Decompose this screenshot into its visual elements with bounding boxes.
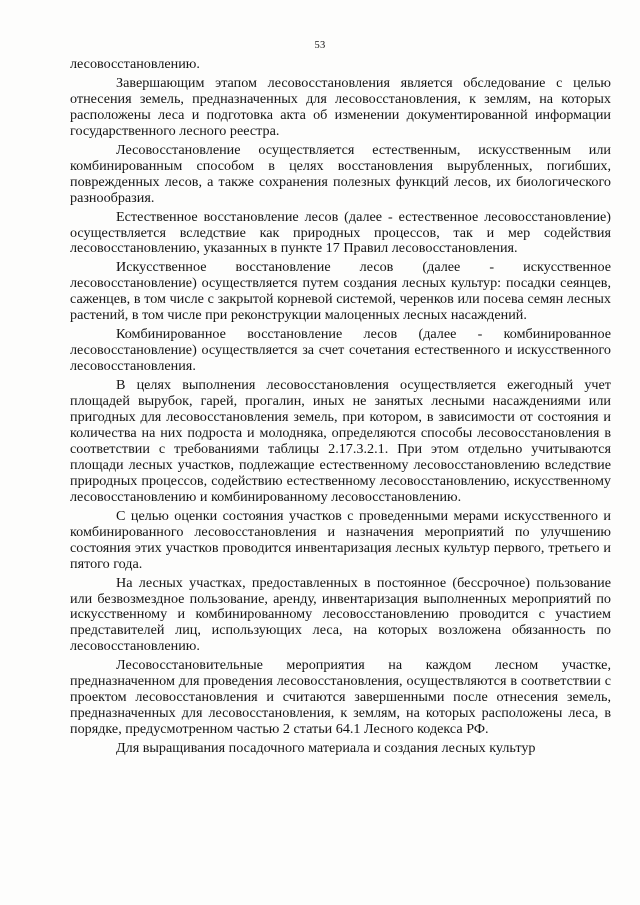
- paragraph-planting-material: Для выращивания посадочного материала и создания лесных культур: [116, 740, 536, 757]
- body-text: [70, 57, 611, 757]
- paragraph-inventory-assessment: С целью оценки состояния участков с проведенными мерами искусственного и комбинированного лесовосстановления и назначения мероприятий по улучшению состояния этих участков проводится инвентаризация лесных культур первого, третьего и пятого года.: [70, 507, 611, 572]
- paragraph-completion-criteria: Лесовосстановительные мероприятия на каждом лесном участке, предназначенном для проведения лесовосстановления, осуществляются в соответствии с проектом лесовосстановления и считаются завершенными после отнесения земель, предназначенных для лесовосстановления, к землям, на которых расположены леса, в порядке, предусмотренном частью 2 статьи 64.1 Лесного кодекса РФ.: [70, 657, 611, 738]
- paragraph-combined-reforestation: Комбинированное восстановление лесов (далее - комбинированное лесовосстановление) осуществляется за счет сочетания естественного и искусственного лесовосстановления.: [70, 326, 611, 375]
- paragraph-artificial-reforestation: Искусственное восстановление лесов (далее - искусственное лесовосстановление) осуществляется путем создания лесных культур: посадки сеянцев, саженцев, в том числе с закрытой корневой системой, черенков или посева семян лесных растений, в том числе при реконструкции малоценных лесных насаждений.: [70, 259, 611, 324]
- paragraph-leased-plots: На лесных участках, предоставленных в постоянное (бессрочное) пользование или безвозмездное пользование, аренду, инвентаризация выполненных мероприятий по искусственному и комбинированному лесовосстановлению проводится с участием представителей лиц, использующих леса, на которых возложена обязанность по лесовосстановлению.: [70, 574, 611, 655]
- paragraph-final-stage: Завершающим этапом лесовосстановления является обследование с целью отнесения земель, предназначенных для лесовосстановления, к землям, на которых расположены леса и подготовка акта об изменении документированной информации государственного лесного реестра.: [70, 74, 611, 139]
- paragraph-natural-reforestation: Естественное восстановление лесов (далее - естественное лесовосстановление) осуществляется вследствие как природных процессов, так и мер содействия лесовосстановлению, указанных в пункте 17 Правил лесовосстановления.: [70, 208, 611, 257]
- paragraph-continuation: лесовосстановлению.: [70, 56, 200, 72]
- paragraph-reforestation-methods: Лесовосстановление осуществляется естественным, искусственным или комбинированным способом в целях восстановления вырубленных, погибших, поврежденных лесов, а также сохранения полезных функций лесов, их биологического разнообразия.: [70, 141, 611, 206]
- page-number: 53: [314, 40, 326, 51]
- paragraph-annual-accounting: В целях выполнения лесовосстановления осуществляется ежегодный учет площадей вырубок, гарей, прогалин, иных не занятых лесными насаждениями или пригодных для лесовосстановления земель, при котором, в зависимости от состояния и количества на них подроста и молодняка, определяются способы лесовосстановления в соответствии с требованиями таблицы 2.17.3.2.1. При этом отдельно учитываются площади лесных участков, подлежащие естественному лесовосстановлению вследствие природных процессов, содействию естественному лесовосстановлению, искусственному лесовосстановлению и комбинированному лесовосстановлению.: [70, 377, 611, 505]
